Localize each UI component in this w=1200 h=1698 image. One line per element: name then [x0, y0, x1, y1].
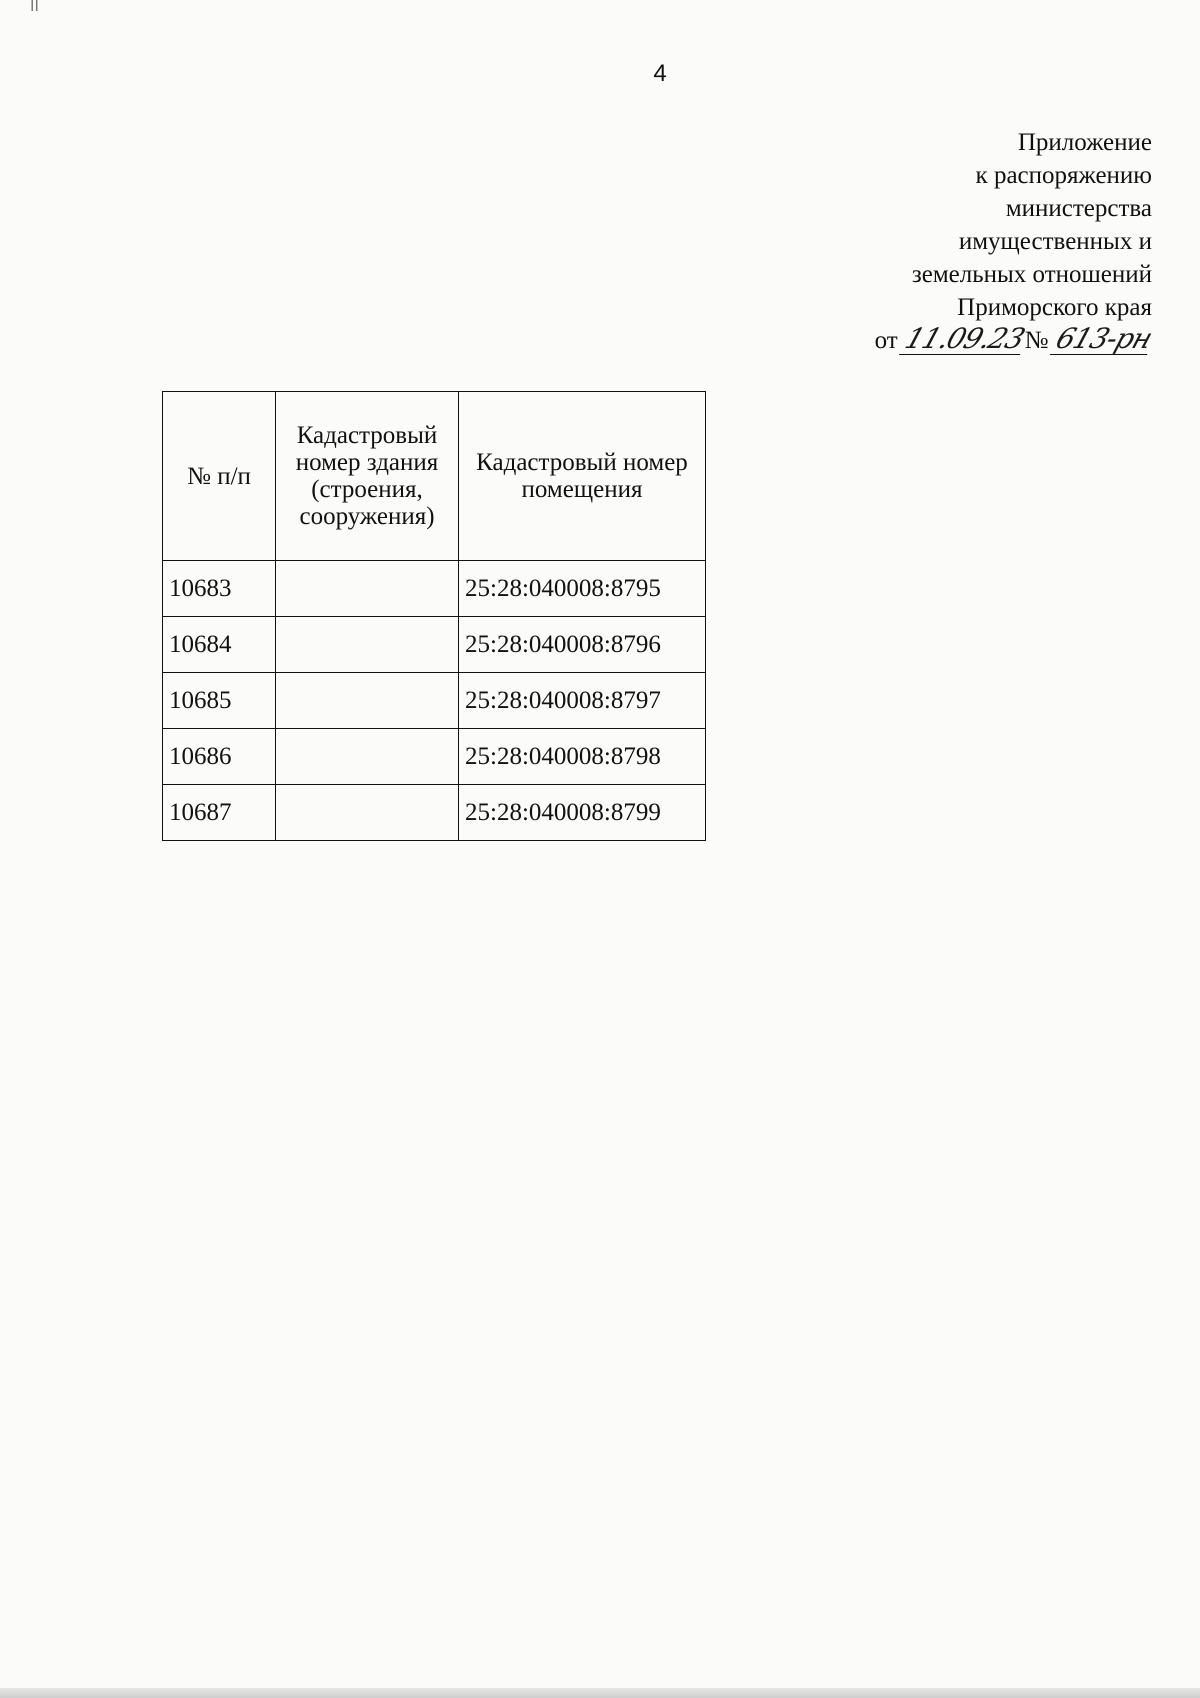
- cell-room: 25:28:040008:8796: [459, 617, 706, 673]
- cell-building: [276, 785, 459, 841]
- cell-number: 10685: [163, 673, 276, 729]
- cell-number: 10683: [163, 561, 276, 617]
- cell-building: [276, 673, 459, 729]
- table-row: [163, 673, 706, 729]
- appendix-date-line: [874, 322, 1156, 357]
- handwritten-number: 613-рн: [1051, 322, 1156, 355]
- cell-building: [276, 729, 459, 785]
- corner-mark: II: [30, 0, 39, 15]
- table-row: [163, 561, 706, 617]
- cell-room: 25:28:040008:8799: [459, 785, 706, 841]
- cell-building: [276, 561, 459, 617]
- cell-number: 10684: [163, 617, 276, 673]
- cell-room: 25:28:040008:8795: [459, 561, 706, 617]
- handwritten-date: 11.09.23: [900, 322, 1029, 355]
- header-room-cadastral: Кадастровый номер помещения: [459, 392, 706, 561]
- table-row: [163, 617, 706, 673]
- date-prefix: от: [874, 327, 898, 354]
- appendix-line: Приложение: [1017, 129, 1152, 156]
- page-number: 4: [653, 60, 667, 87]
- cell-building: [276, 617, 459, 673]
- table-row: [163, 785, 706, 841]
- appendix-line: министерства: [1005, 195, 1152, 222]
- appendix-line: к распоряжению: [975, 162, 1152, 189]
- cell-number: 10686: [163, 729, 276, 785]
- number-prefix: №: [1024, 327, 1049, 354]
- registry-table: [162, 391, 706, 841]
- table-header-row: [163, 392, 706, 561]
- cell-number: 10687: [163, 785, 276, 841]
- cell-room: 25:28:040008:8797: [459, 673, 706, 729]
- header-row-number: № п/п: [163, 392, 276, 561]
- appendix-line: земельных отношений: [911, 261, 1152, 288]
- cell-room: 25:28:040008:8798: [459, 729, 706, 785]
- scan-bottom-edge: [0, 1688, 1200, 1698]
- appendix-header: [874, 126, 1156, 357]
- table-row: [163, 729, 706, 785]
- appendix-line: Приморского края: [957, 294, 1152, 321]
- header-building-cadastral: Кадастровый номер здания (строения, сооружения): [276, 392, 459, 561]
- appendix-line: имущественных и: [958, 228, 1152, 255]
